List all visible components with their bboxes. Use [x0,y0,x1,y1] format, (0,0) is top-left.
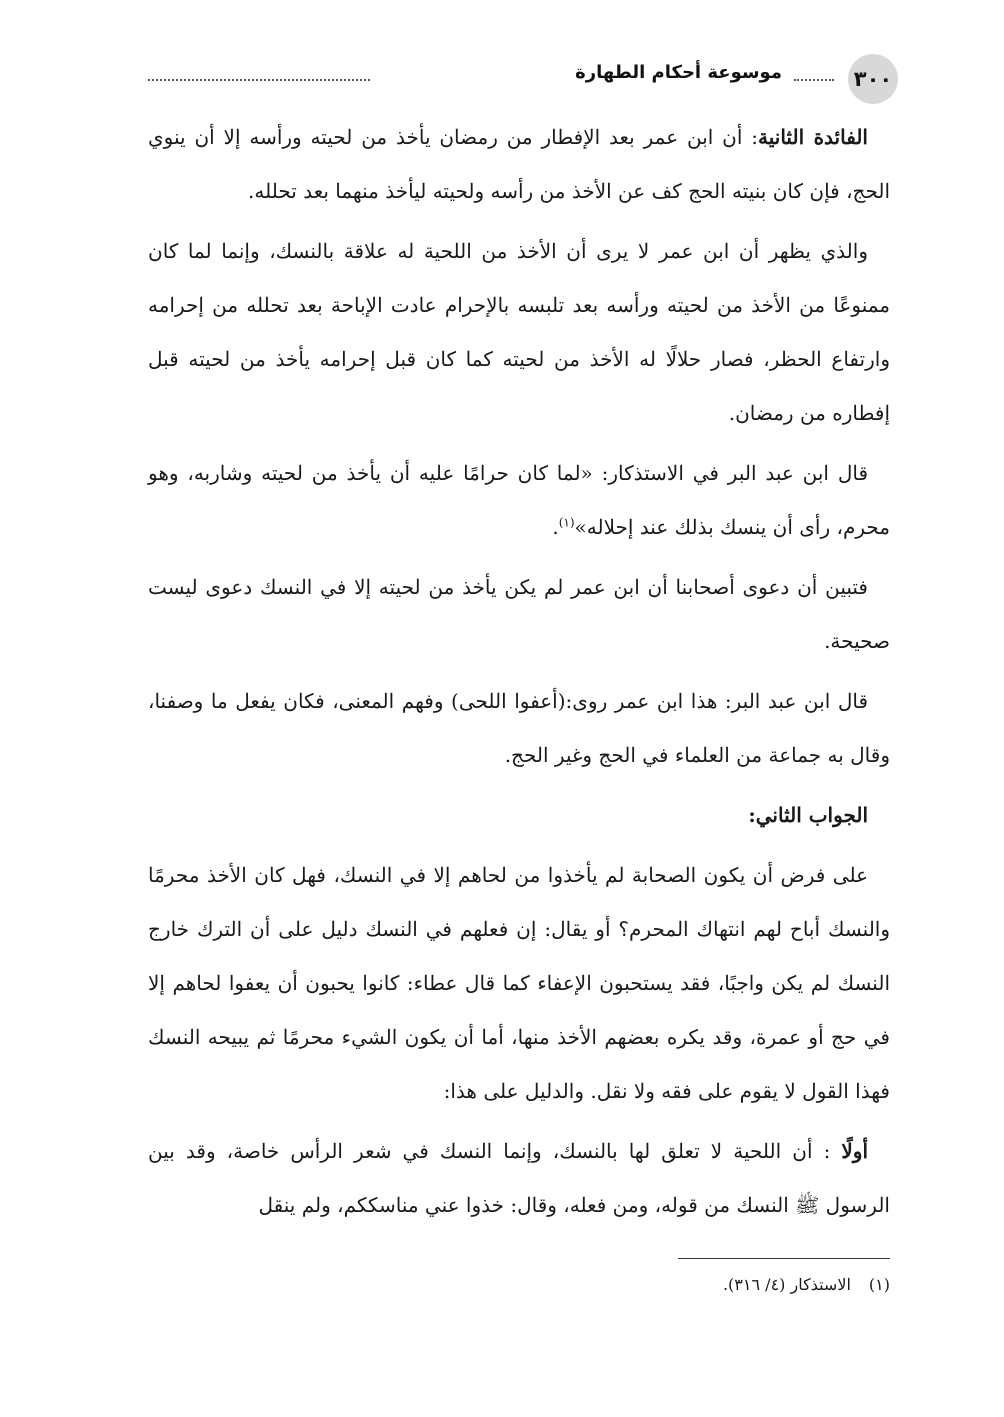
paragraph-7-text: : أن اللحية لا تعلق لها بالنسك، وإنما النسك في شعر الرأس خاصة، وقد بين الرسول ﷺ النسك من قوله، ومن فعله، وقال: خذوا عني مناسككم، ولم ينقل [148,1139,890,1217]
main-text [148,110,890,1238]
header-dotted-rule-left [148,79,370,81]
page-number: ٣٠٠ [848,54,898,104]
section-heading: الجواب الثاني: [748,803,868,827]
footnote-separator [678,1258,890,1259]
book-page [148,48,893,1378]
paragraph-3-end: . [552,515,559,539]
paragraph-3-text: قال ابن عبد البر في الاستذكار: «لما كان حرامًا عليه أن يأخذ من لحيته وشاربه، وهو محرم، رأى أن ينسك بذلك عند إحلاله» [148,461,890,539]
paragraph-3 [148,446,890,554]
paragraph-1 [148,110,890,218]
footnote-reference[interactable]: (١) [558,515,575,530]
page-header [148,54,893,104]
footnote [723,1270,890,1300]
paragraph-1-lead: الفائدة الثانية [758,125,868,149]
paragraph-2: والذي يظهر أن ابن عمر لا يرى أن الأخذ من اللحية له علاقة بالنسك، وإنما لما كان ممنوعًا من الأخذ من لحيته ورأسه بعد تلبسه بالإحرام عادت الإباحة بعد تحلله من إحرامه وارتفاع الحظر، فصار حلالًا له الأخذ من لحيته كما كان قبل إحرامه يأخذ من لحيته قبل إفطاره من رمضان. [148,239,890,425]
footnote-marker: (١) [868,1275,890,1294]
paragraph-7-lead: أولًا [841,1139,868,1163]
paragraph-4: فتبين أن دعوى أصحابنا أن ابن عمر لم يكن يأخذ من لحيته إلا في النسك دعوى ليست صحيحة. [148,575,890,653]
footnote-text: الاستذكار (٤/ ٣١٦). [722,1275,851,1294]
running-title: موسوعة أحكام الطهارة [575,62,782,83]
paragraph-5: قال ابن عبد البر: هذا ابن عمر روى:(أعفوا اللحى) وفهم المعنى، فكان يفعل ما وصفنا، وقال به جماعة من العلماء في الحج وغير الحج. [148,689,890,767]
paragraph-1-text: : أن ابن عمر بعد الإفطار من رمضان يأخذ من لحيته ورأسه إلا أن ينوي الحج، فإن كان بنيته الحج كف عن الأخذ من رأسه ولحيته ليأخذ منهما بعد تحلله. [148,125,890,203]
paragraph-7 [148,1124,890,1232]
header-dotted-rule-right [794,79,834,81]
paragraph-6: على فرض أن يكون الصحابة لم يأخذوا من لحاهم إلا في النسك، فهل كان الأخذ محرمًا والنسك أباح لهم انتهاك المحرم؟ أو يقال: إن فعلهم في النسك دليل على أن الترك خارج النسك لم يكن واجبًا، فقد يستحبون الإعفاء كما قال عطاء: كانوا يحبون أن يعفوا لحاهم إلا في حج أو عمرة، وقد يكره بعضهم الأخذ منها، أما أن يكون الشيء محرمًا ثم يبيحه النسك فهذا القول لا يقوم على فقه ولا نقل. والدليل على هذا: [148,863,890,1103]
